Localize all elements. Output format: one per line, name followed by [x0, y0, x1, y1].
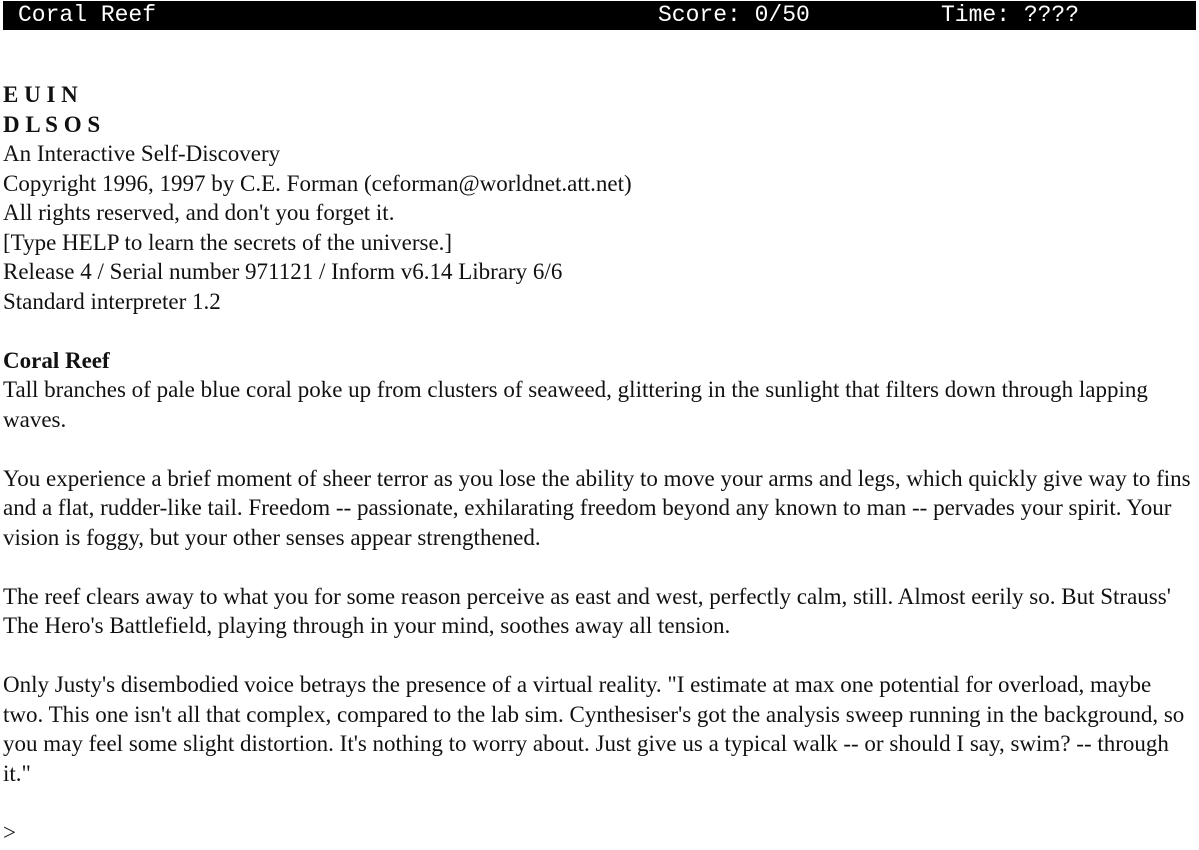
blank-line: [3, 316, 1193, 346]
story-paragraph: Only Justy's disembodied voice betrays the presence of a virtual reality. "I estimate at max one potential for overload, maybe two. This one isn't all that complex, compared to the lab sim. Cynthesiser's got the analysis sweep running in the background, so you may feel some slight distortion. It's nothing to worry about. Just give us a typical walk -- or should I say, swim? -- through it.": [3, 672, 1185, 786]
blank-line: [3, 434, 1193, 464]
game-title-line-2: D L S O S: [3, 111, 101, 137]
blank-line: [3, 788, 1193, 818]
story-paragraph: The reef clears away to what you for some reason perceive as east and west, perfectly calm, still. Almost eerily so. But Strauss' The Hero's Battlefield, playing through in your mind, soothes away all tension.: [3, 583, 1171, 638]
story-window: [3, 80, 1193, 847]
status-time: Time: ????: [941, 2, 1080, 28]
room-description: Tall branches of pale blue coral poke up from clusters of seaweed, glittering in the sunlight that filters down through lapping waves.: [3, 377, 1148, 432]
room-name: Coral Reef: [3, 347, 110, 373]
status-score: Score: 0/50: [658, 2, 810, 28]
story-paragraph: You experience a brief moment of sheer terror as you lose the ability to move your arms and legs, which quickly give way to fins and a flat, rudder-like tail. Freedom -- passionate, exhilarating freedom beyond any known to man -- pervades your spirit. Your vision is foggy, but your other senses appear strengthened.: [3, 465, 1191, 550]
game-subtitle: An Interactive Self-Discovery: [3, 141, 281, 166]
command-prompt[interactable]: >: [3, 819, 16, 845]
status-bar: [3, 1, 1196, 30]
help-hint: [Type HELP to learn the secrets of the universe.]: [3, 229, 453, 255]
game-title-line-1: E U I N: [3, 82, 78, 107]
rights-text: All rights reserved, and don't you forget it.: [3, 200, 395, 225]
status-location: Coral Reef: [18, 2, 157, 28]
interpreter-info: Standard interpreter 1.2: [3, 288, 221, 314]
copyright-text: Copyright 1996, 1997 by C.E. Forman (ceforman@worldnet.att.net): [3, 170, 632, 196]
release-info: Release 4 / Serial number 971121 / Inform v6.14 Library 6/6: [3, 259, 563, 284]
blank-line: [3, 552, 1193, 582]
blank-line: [3, 641, 1193, 671]
